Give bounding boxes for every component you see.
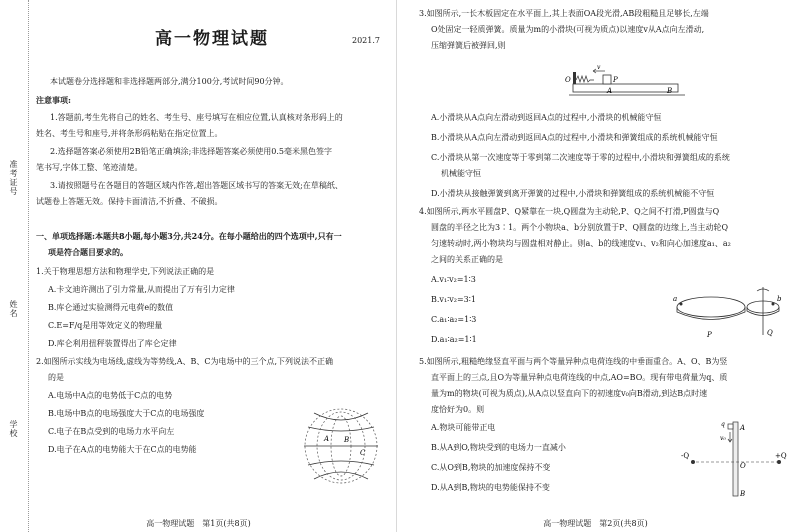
q4-option-c: C.a₁∶a₂=1∶3 xyxy=(431,315,477,324)
q5-stem: 直平面上的三点,且O为等量异种点电荷连线的中点,AO=BO。现有带电荷量为q、质 xyxy=(431,373,728,382)
q5-stem: 5.如图所示,粗糙绝缘竖直平面与两个等量异种点电荷连线的中垂面重合。A、O、B为竖 xyxy=(419,357,728,366)
q1-option-b: B.库仑通过实验测得元电荷e的数值 xyxy=(48,303,174,312)
q3-option-a: A.小滑块从A点向左滑动到返回A点的过程中,小滑块的机械能守恒 xyxy=(431,113,662,122)
notice-line: 姓名、考生号和座号,并将条形码粘贴在指定位置上。 xyxy=(36,129,223,138)
q5-stem: 量为m的物块(可视为质点),从A点以竖直向下的初速度v₀向B滑动,到达B点时速 xyxy=(431,389,708,398)
q5-stem: 度恰好为0。则 xyxy=(431,405,485,414)
q3-option-d: D.小滑块从接触弹簧到离开弹簧的过程中,小滑块和弹簧组成的系统机械能不守恒 xyxy=(431,189,715,198)
figure-label-b: B xyxy=(344,436,350,444)
section-heading: 项是符合题目要求的。 xyxy=(48,247,128,257)
q2-option-d: D.电子在A点的电势能大于在C点的电势能 xyxy=(48,445,197,454)
left-content xyxy=(36,8,388,456)
figure-label-q: q xyxy=(721,421,725,428)
q4-option-a: A.v₁∶v₂=1∶3 xyxy=(431,275,476,284)
intro-text: 本试题卷分选择题和非选择题两部分,满分100分,考试时间90分钟。 xyxy=(50,77,289,86)
q4-stem: 之间的关系正确的是 xyxy=(431,255,503,264)
figure-label-q: Q xyxy=(767,329,773,337)
q2-option-a: A.电场中A点的电势低于C点的电势 xyxy=(48,391,173,400)
figure-label-neg-q: -Q xyxy=(681,452,690,460)
q5-option-c: C.从O到B,物块的加速度保持不变 xyxy=(431,463,551,472)
notice-line: 笔书写,字体工整、笔迹清楚。 xyxy=(36,163,143,172)
q3-stem: 3.如图所示,一长木板固定在水平面上,其上表面OA段光滑,AB段粗糙且足够长,左端 xyxy=(419,9,709,18)
page-footer: 高一物理试题 第1页(共8页) xyxy=(146,519,251,528)
notice-line: 试题卷上答题无效。保持卡面清洁,不折叠、不破损。 xyxy=(36,197,223,206)
q3-stem: O处固定一轻质弹簧。质量为m的小滑块(可视为质点)以速度v从A点向左滑动, xyxy=(431,25,705,34)
q2-option-b: B.电场中B点的电场强度大于C点的电场强度 xyxy=(48,409,205,418)
figure-label-c: C xyxy=(360,449,366,457)
figure-label-p: P xyxy=(707,331,712,339)
charges-wall-figure xyxy=(681,418,791,502)
notice-line: 3.请按照题号在各题目的答题区域内作答,超出答题区域书写的答案无效;在草稿纸、 xyxy=(50,181,343,190)
discs-figure xyxy=(673,285,791,343)
q3-option-b: B.小滑块从A点向左滑动到返回A点的过程中,小滑块和弹簧组成的系统机械能守恒 xyxy=(431,133,718,142)
q2-stem: 的是 xyxy=(48,373,64,382)
right-page xyxy=(397,0,794,532)
q4-option-d: D.a₁∶a₂=1∶1 xyxy=(431,335,477,344)
notice-line: 2.选择题答案必须使用2B铅笔正确填涂;非选择题答案必须使用0.5毫米黑色签字 xyxy=(50,147,333,156)
q4-stem: 4.如图所示,两水平圆盘P、Q紧靠在一块,Q圆盘为主动轮,P、Q之间不打滑,P圆盘与Q xyxy=(419,207,720,216)
q5-option-b: B.从A到O,物块受到的电场力一直减小 xyxy=(431,443,566,452)
figure-label-a: A xyxy=(324,435,330,443)
spring-board-figure xyxy=(563,60,693,100)
figure-label-b: B xyxy=(740,490,746,498)
q3-option-c-cont: 机械能守恒 xyxy=(441,169,481,178)
figure-label-o: O xyxy=(740,462,746,470)
q1-option-a: A.卡文迪许测出了引力常量,从而提出了万有引力定律 xyxy=(48,285,235,294)
side-label-school: 学校 xyxy=(9,420,18,438)
notice-title: 注意事项: xyxy=(36,95,71,105)
page-title: 高一物理试题 xyxy=(155,29,269,49)
figure-label-a: A xyxy=(607,87,613,95)
figure-label-p: P xyxy=(613,76,618,84)
q5-option-a: A.物块可能带正电 xyxy=(431,423,496,432)
q1-stem: 1.关于物理思想方法和物理学史,下列说法正确的是 xyxy=(36,267,215,276)
figure-label-b: b xyxy=(777,295,782,303)
notice-line: 1.答题前,考生先将自己的姓名、考生号、座号填写在相应位置,认真核对条形码上的 xyxy=(50,113,343,122)
q4-stem: 匀速转动时,两小物块均与圆盘相对静止。则a、b的线速度v₁、v₂和向心加速度a₁、a₂ xyxy=(431,239,731,248)
figure-label-a: a xyxy=(673,295,678,303)
q2-option-c: C.电子在B点受到的电场力水平向左 xyxy=(48,427,175,436)
figure-label-b: B xyxy=(667,87,673,95)
figure-label-v0: v₀ xyxy=(720,435,726,442)
binding-margin xyxy=(0,0,29,532)
section-heading: 一、单项选择题:本题共8小题,每小题3分,共24分。在每小题给出的四个选项中,只有一 xyxy=(36,231,342,241)
figure-label-a: A xyxy=(740,424,746,432)
electric-field-figure xyxy=(300,405,382,487)
exam-date: 2021.7 xyxy=(352,36,380,45)
figure-label-o: O xyxy=(565,76,571,84)
q4-stem: 圆盘的半径之比为3∶1。两个小物块a、b分别放置于P、Q圆盘的边缘上,当主动轮Q xyxy=(431,223,729,232)
figure-label-v: v xyxy=(597,64,601,71)
q3-stem: 压缩弹簧后被弹回,则 xyxy=(431,41,506,50)
q4-option-b: B.v₁∶v₂=3∶1 xyxy=(431,295,476,304)
side-label-name: 姓名 xyxy=(9,300,18,318)
q1-option-c: C.E=F/q是用等效定义的物理量 xyxy=(48,321,163,330)
side-label-exam-id: 准考证号 xyxy=(9,160,18,196)
q1-option-d: D.库仑利用扭秤装置得出了库仑定律 xyxy=(48,339,177,348)
q2-stem: 2.如图所示实线为电场线,虚线为等势线,A、B、C为电场中的三个点,下列说法不正确 xyxy=(36,357,334,366)
figure-label-pos-q: +Q xyxy=(775,452,787,460)
page-footer: 高一物理试题 第2页(共8页) xyxy=(543,519,648,528)
q3-option-c: C.小滑块从第一次速度等于零到第二次速度等于零的过程中,小滑块和弹簧组成的系统 xyxy=(431,153,730,162)
q5-option-d: D.从A到B,物块的电势能保持不变 xyxy=(431,483,550,492)
